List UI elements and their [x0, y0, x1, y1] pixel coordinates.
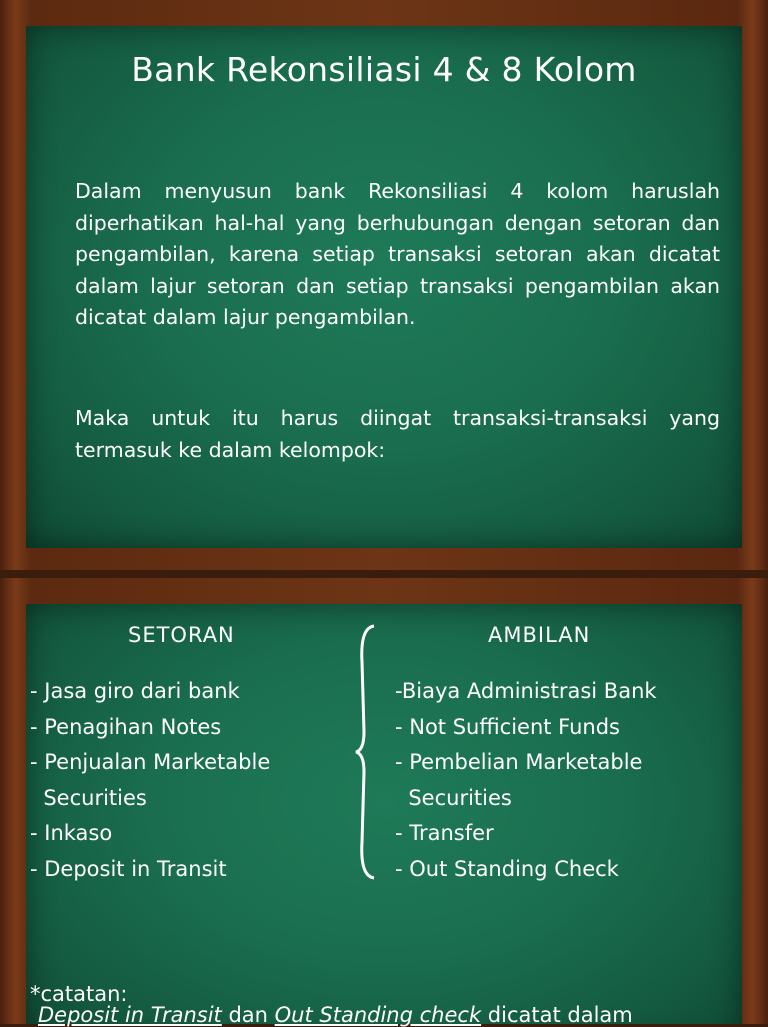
ambilan-heading: AMBILAN: [488, 623, 591, 647]
list-item: - Inkaso: [30, 821, 113, 845]
slide-title: Bank Rekonsiliasi 4 & 8 Kolom: [131, 50, 637, 89]
brace-divider: [352, 622, 382, 882]
list-item: Securities: [30, 785, 147, 810]
list-item: - Pembelian Marketable: [395, 750, 643, 774]
setoran-list: [30, 674, 270, 887]
note-term-deposit: Deposit in Transit: [38, 1003, 222, 1027]
list-item: - Transfer: [395, 821, 494, 845]
list-item: - Penjualan Marketable: [30, 750, 271, 774]
note-connector: dan: [221, 1003, 275, 1027]
list-item: - Out Standing Check: [395, 856, 619, 881]
note-text: [38, 1003, 633, 1027]
setoran-heading: SETORAN: [128, 623, 235, 647]
note-rest: dicatat dalam: [481, 1003, 633, 1027]
paragraph-1: Dalam menyusun bank Rekonsiliasi 4 kolom haruslah diperhatikan hal-hal yang berhubungan dengan setoran dan pengambilan, karena setiap transaksi setoran akan dicatat dalam lajur setoran dan setiap transaksi pengambilan akan dicatat dalam lajur pengambilan.: [75, 179, 720, 329]
paragraph-2: Maka untuk itu harus diingat transaksi-transaksi yang termasuk ke dalam kelompok:: [75, 406, 720, 462]
list-item: -Biaya Administrasi Bank: [395, 679, 657, 703]
list-item: - Penagihan Notes: [30, 714, 222, 739]
list-item: Securities: [395, 785, 512, 810]
list-item: - Jasa giro dari bank: [30, 679, 240, 703]
note-label: *catatan:: [30, 982, 128, 1006]
list-item: - Not Sufficient Funds: [395, 714, 621, 739]
note-term-outstanding: Out Standing check: [274, 1003, 482, 1027]
list-item: - Deposit in Transit: [30, 856, 227, 881]
ambilan-list: [395, 674, 657, 887]
